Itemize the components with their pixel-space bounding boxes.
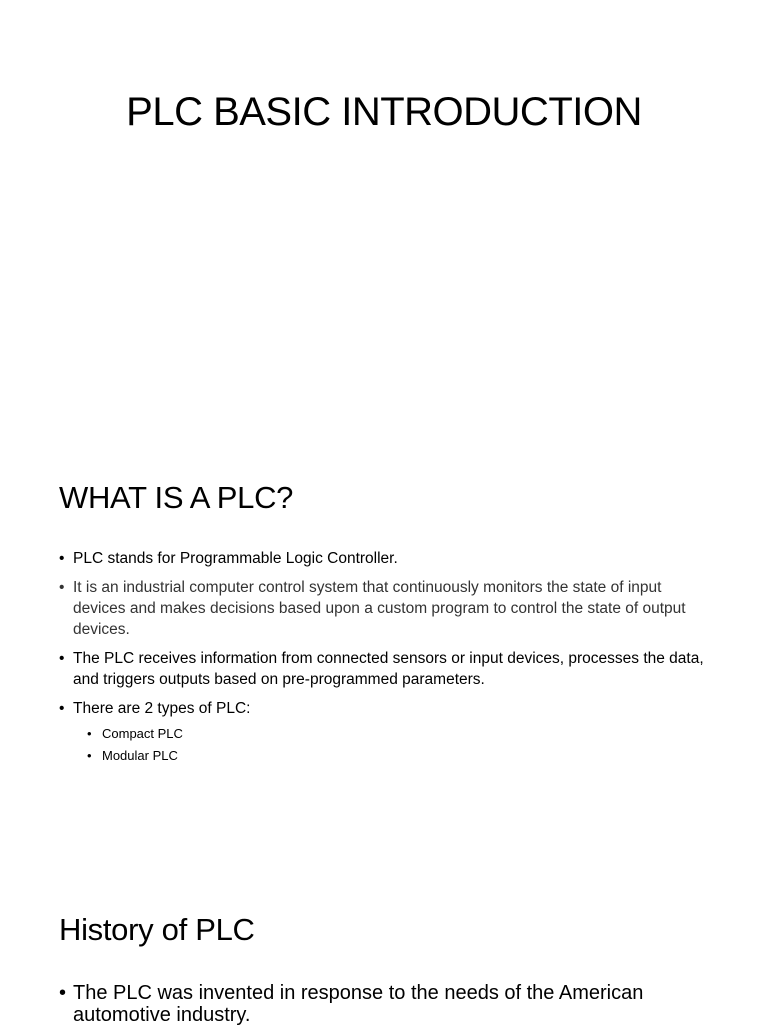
presentation-title: PLC BASIC INTRODUCTION (126, 90, 642, 134)
sub-bullet-item: • Compact PLC (87, 723, 718, 745)
bullet-text: There are 2 types of PLC: (73, 700, 251, 717)
bullet-list (59, 548, 718, 775)
bullet-list (59, 982, 718, 1034)
bullet-item-types (59, 698, 718, 767)
slide-title (0, 0, 768, 430)
bullet-item: • The PLC receives information from connected sensors or input devices, processes the data, and triggers outputs based on pre-programmed parameters. (59, 648, 718, 690)
slide-history (0, 854, 768, 1024)
bullet-item: • PLC stands for Programmable Logic Controller. (59, 548, 718, 569)
sub-bullet-item: • Modular PLC (87, 745, 718, 767)
bullet-item: • It is an industrial computer control system that continuously monitors the state of input devices and makes decisions based upon a custom program to control the state of output devices. (59, 577, 718, 640)
slide-heading: WHAT IS A PLC? (59, 480, 294, 515)
slide-what-is-plc (0, 432, 768, 852)
bullet-item: • The PLC was invented in response to the needs of the American automotive industry. (59, 982, 718, 1026)
slide-heading: History of PLC (59, 912, 255, 947)
sub-bullet-list (73, 723, 718, 767)
